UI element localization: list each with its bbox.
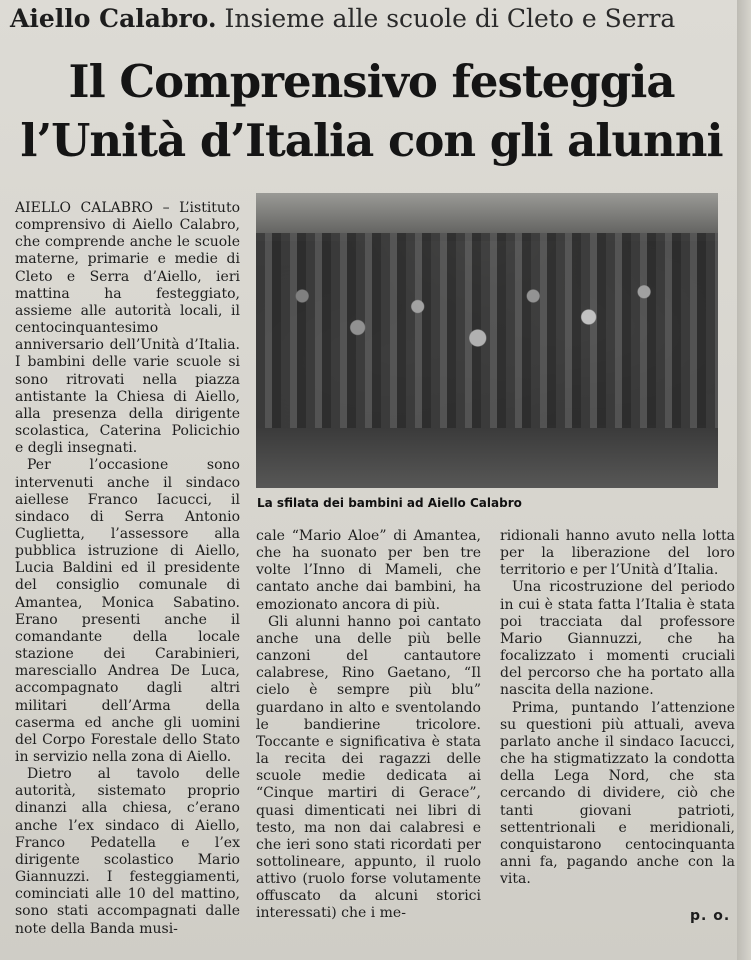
paragraph: Prima, puntando l’attenzione su questioni più attuali, aveva parlato anche il sindaco Iacucci, che ha stigmatizzato la condotta della Lega Nord, che sta cercando di dividere, ciò che tanti giovani patrioti, settentrionali e meridionali, conquistarono centocinquanta anni fa, pagando anche con la vita. [500,699,735,888]
article-column-2 [256,528,481,923]
paragraph: Una ricostruzione del periodo in cui è stata fatta l’Italia è stata poi tracciata dal professore Mario Giannuzzi, che ha focalizzato i momenti cruciali del percorso che ha portato alla nascita della nazione. [500,579,735,699]
adjacent-page-edge [737,0,751,960]
paragraph: ridionali hanno avuto nella lotta per la liberazione del loro territorio e per l’Unità d’Italia. [500,528,735,579]
kicker-place: Aiello Calabro. [10,4,217,33]
headline-line-2: l’Unità d’Italia con gli alunni [20,114,723,167]
paragraph: Per l’occasione sono intervenuti anche il sindaco aiellese Franco Iacucci, il sindaco di Serra Antonio Cuglietta, l’assessore alla pubblica istruzione di Aiello, Lucia Baldini ed il presidente del consiglio comunale di Amantea, Monica Sabatino. Erano presenti anche il comandante della locale stazione dei Carabinieri, maresciallo Andrea De Luca, accompagnato dagli altri militari dell’Arma della caserma ed anche gli uomini del Corpo Forestale dello Stato in servizio nella zona di Aiello. [15,457,240,765]
headline-line-1: Il Comprensivo festeggia [68,55,675,108]
kicker-subtitle: Insieme alle scuole di Cleto e Serra [224,4,676,33]
paragraph: Gli alunni hanno poi cantato anche una delle più belle canzoni del cantautore calabrese, Rino Gaetano, “Il cielo è sempre più blu” guardano in alto e sventolando le bandierine tricolore. Toccante e significativa è stata la recita dei ragazzi delle scuole medie dedicata ai “Cinque martiri di Gerace”, quasi dimenticati nei libri di testo, ma non dai calabresi e che ieri sono stati ricordati per sottolineare, appunto, il ruolo attivo (ruolo forse volutamente offuscato da alcuni storici interessati) che i me- [256,613,481,922]
photo-crowd [256,233,718,443]
article-headline [14,52,729,170]
article-kicker [10,4,740,34]
author-signature: p. o. [690,908,731,924]
paragraph: AIELLO CALABRO – L’istituto comprensivo di Aiello Calabro, che comprende anche le scuole materne, primarie e medie di Cleto e Serra d’Aiello, ieri mattina ha festeggiato, assieme alle autorità locali, il centocinquantesimo anniversario dell’Unità d’Italia. I bambini delle varie scuole si sono ritrovati nella piazza antistante la Chiesa di Aiello, alla presenza della dirigente scolastica, Caterina Policichio e degli insegnati. [15,200,240,457]
article-photo [256,193,718,488]
article-column-1 [15,200,240,938]
article-column-3 [500,528,735,888]
paragraph: cale “Mario Aloe” di Amantea, che ha suonato per ben tre volte l’Inno di Mameli, che cantato anche dai bambini, ha emozionato ancora di più. [256,528,481,613]
photo-caption: La sfilata dei bambini ad Aiello Calabro [257,496,522,510]
paragraph: Dietro al tavolo delle autorità, sistemato proprio dinanzi alla chiesa, c’erano anche l’ex sindaco di Aiello, Franco Pedatella e l’ex dirigente scolastico Mario Giannuzzi. I festeggiamenti, cominciati alle 10 del mattino, sono stati accompagnati dalle note della Banda musi- [15,766,240,937]
photo-ground [256,428,718,488]
